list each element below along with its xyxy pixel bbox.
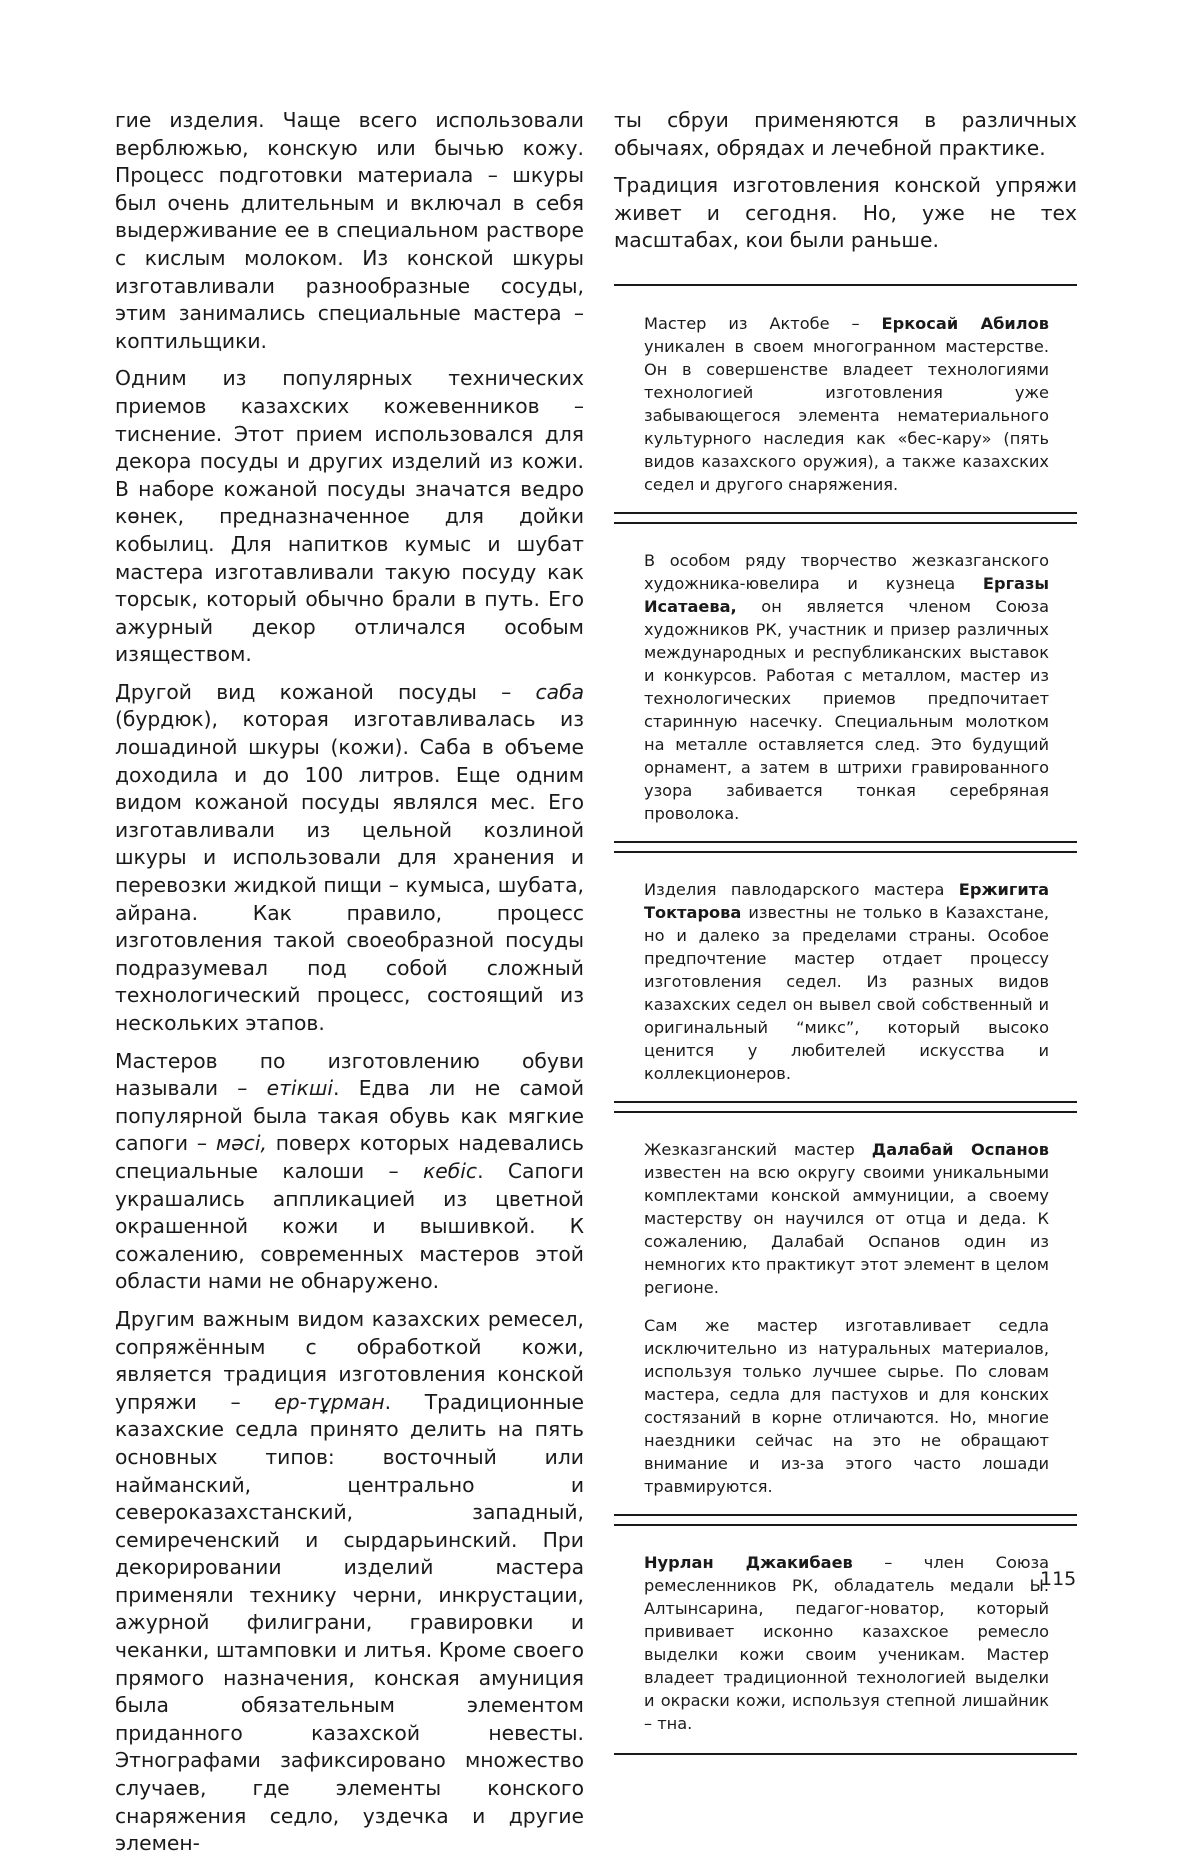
paragraph: Традиция изготовления конской упряжи живет и сегодня. Но, уже не тех масштабах, кои были раньше. [614,173,1077,253]
divider [614,1514,1077,1526]
right-column [614,107,1077,1755]
divider [614,1753,1077,1755]
master-box-isataev: В особом ряду творчество жезказганского художника-ювелира и кузнеца Ергазы Исатаева, он является членом Союза художников РК, участник и призер различных международных и республиканских выставок и конкурсов. Работая с металлом, мастер из технологических приемов предпочитает старинную насечку. Специальным молотком на металле оставляется след. Это будущий орнамент, а затем в штрихи гравированного узора забивается тонкая серебряная проволока. [644,550,1049,823]
divider [614,841,1077,853]
master-box-abilov: Мастер из Актобе – Еркосай Абилов уникален в своем многогранном мастерстве. Он в совершенстве владеет технологиями технологией изготовления уже забывающегося элемента нематериального культурного наследия как «бес-кару» (пять видов казахского оружия), а также казахских седел и другого снаряжения. [644,313,1049,494]
master-box-toktarov: Изделия павлодарского мастера Ержигита Токтарова известны не только в Казахстане, но и далеко за пределами страны. Особое предпочтение мастер отдает процессу изготовления седел. Из разных видов казахских седел он вывел свой собственный и оригинальный “микс”, который высоко ценится у любителей искусства и коллекционеров. [644,879,1049,1083]
master-box-ospanov: Жезказганский мастер Далабай Оспанов известен на всю округу своими уникальными комплектами конской аммуниции, а своему мастерству он научился от отца и деда. К сожалению, Далабай Оспанов один из немногих кто практикут этот элемент в целом регионе. [644,1139,1049,1297]
paragraph: ты сбруи применяются в различных обычаях, обрядах и лечебной практике. [614,108,1077,160]
paragraph: Одним из популярных технических приемов казахских кожевенников – тиснение. Этот прием использовался для декора посуды и других изделий из кожи. В наборе кожаной посуды значатся ведро көнек, предназначенное для дойки кобылиц. Для напитков кумыс и шубат мастера изготавливали такую посуду как торсык, который обычно брали в путь. Его ажурный декор отличался особым изяществом. [115,366,584,667]
paragraph: гие изделия. Чаще всего использовали верблюжью, конскую или бычью кожу. Процесс подготовки материала – шкуры был очень длительным и включал в себя выдерживание ее в специальном растворе с кислым молоком. Из конской шкуры изготавливали разнообразные сосуды, этим занимались специальные мастера – коптильщики. [115,108,584,353]
paragraph: Другим важным видом казахских ремесел, сопряжённым с обработкой кожи, является традиция изготовления конской упряжи – ер-тұрман. Традиционные казахские седла принято делить на пять основных типов: восточный или найманский, центрально и североказахстанский, западный, семиреченский и сырдарьинский. При декорировании изделий мастера применяли технику черни, инкрустации, ажурной филиграни, гравировки и чеканки, штамповки и литья. Кроме своего прямого назначения, конская амуниция была обязательным элементом приданного казахской невесты. Этнографами зафиксировано множество случаев, где элементы конского снаряжения седло, уздечка и другие элемен- [115,1306,584,1856]
divider [614,512,1077,524]
left-column [115,107,584,1868]
page-number: 115 [1040,1568,1077,1590]
paragraph: Мастеров по изготовлению обуви называли – етікші. Едва ли не самой популярной была такая обувь как мягкие сапоги – мәсі, поверх которых надевались специальные калоши – кебіс. Сапоги украшались аппликацией из цветной окрашенной кожи и вышивкой. К сожалению, современных мастеров этой области нами не обнаружено. [115,1048,584,1294]
master-box-ospanov-p2: Сам же мастер изготавливает седла исключительно из натуральных материалов, используя только лучшее сырье. По словам мастера, седла для пастухов и для конских состязаний в корне отличаются. Но, многие наездники сейчас на это не обращают внимание и из-за этого часто лошади травмируются. [644,1315,1049,1496]
divider [614,1101,1077,1113]
paragraph: Другой вид кожаной посуды – саба (бурдюк), которая изготавливалась из лошадиной шкуры (кожи). Саба в объеме доходила и до 100 литров. Еще одним видом кожаной посуды являлся мес. Его изготавливали из цельной козлиной шкуры и использовали для хранения и перевозки жидкой пищи – кумыса, шубата, айрана. Как правило, процесс изготовления такой своеобразной посуды подразумевал под собой сложный технологический процесс, состоящий из нескольких этапов. [115,679,584,1035]
master-box-dzhakibaev: Нурлан Джакибаев – член Союза ремесленников РК, обладатель медали Ы. Алтынсарина, педагог-новатор, который прививает исконно казахское ремесло выделки кожи своим ученикам. Мастер владеет традиционной технологией выделки и окраски кожи, используя степной лишайник – тна. [644,1552,1050,1733]
